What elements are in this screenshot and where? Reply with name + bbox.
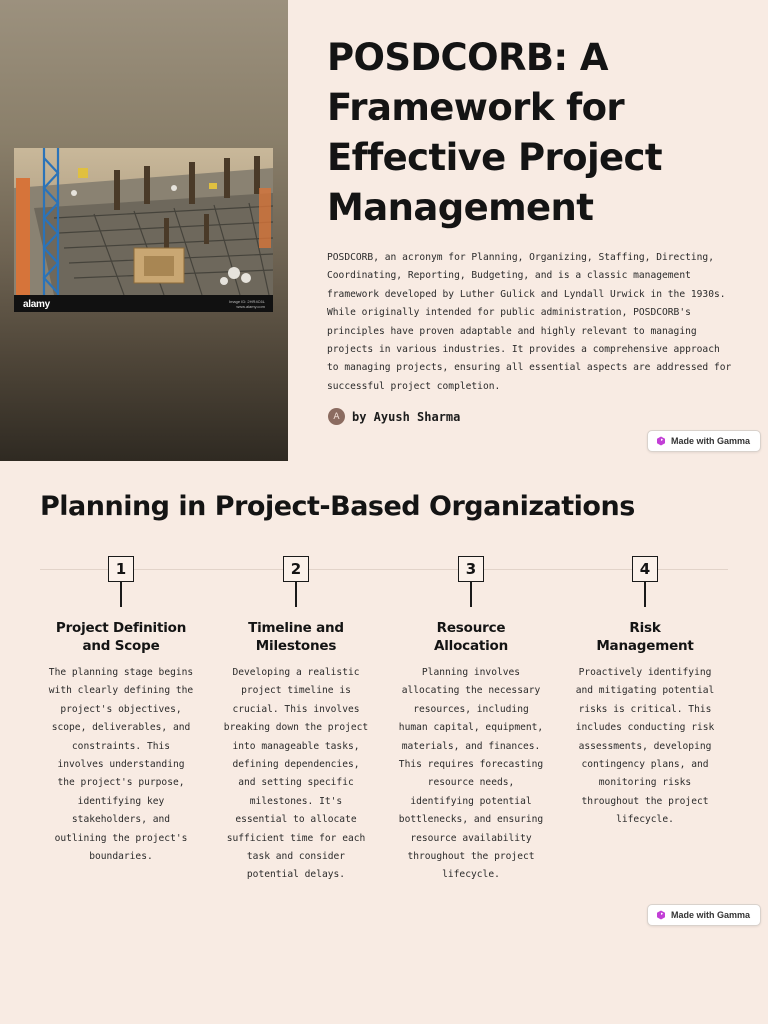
watermark-bar [14,295,273,312]
step-description: Proactively identifying and mitigating potential risks is critical. This includes conducting risk assessments, developing contingency plans, and monitoring risks throughout the project lifecycle. [575,667,715,826]
avatar: A [328,408,345,425]
step-number-box: 4 [632,556,658,582]
step-number-box: 3 [458,556,484,582]
section-title: Planning in Project-Based Organizations [40,491,635,522]
timeline-step-4 [558,556,732,830]
gamma-logo-icon [656,910,666,920]
step-title-line1: Project Definition [55,620,187,636]
step-title-line1: Timeline and [248,620,344,636]
step-connector [644,582,646,607]
planning-slide [0,461,768,1024]
step-connector [470,582,472,607]
step-title-line2: Management [596,638,694,654]
timeline-step-2 [209,556,383,885]
made-with-gamma-button[interactable] [647,430,761,452]
author-name: by Ayush Sharma [352,409,461,424]
step-connector [295,582,297,607]
step-description: Planning involves allocating the necessary resources, including human capital, equipment, materials, and finances. This requires forecasting resource needs, identifying potential bottlenecks, and ensuring resource availability throughout the project lifecycle. [398,667,544,881]
alamy-logo: alamy [23,299,50,310]
made-with-gamma-button[interactable] [647,904,761,926]
image-site: www.alamy.com [236,304,265,309]
step-title-line2: Milestones [255,638,337,654]
step-number-box: 2 [283,556,309,582]
image-id: Image ID: 2HR4C6L [228,299,265,304]
gamma-badge-label: Made with Gamma [671,910,751,920]
author-byline [328,408,460,425]
hero-image-panel [0,0,288,461]
step-description: Developing a realistic project timeline is crucial. This involves breaking down the project into manageable tasks, defining dependencies, and setting specific milestones. It's essential to allocate sufficient time for each task and consider potential delays. [223,667,369,881]
construction-site-photo [14,148,273,312]
step-title [558,619,732,655]
image-meta [229,299,265,309]
step-title-line2: and Scope [82,638,160,654]
step-title-line1: Resource [436,620,506,636]
step-title [209,619,383,655]
step-connector [120,582,122,607]
step-title [384,619,558,655]
gamma-logo-icon [656,436,666,446]
step-description: The planning stage begins with clearly defining the project's objectives, scope, deliverables, and constraints. This involves understanding the project's purpose, identifying key stakeholders, and outlining the project's boundaries. [48,667,194,863]
title-slide [0,0,768,461]
timeline-step-1 [34,556,208,866]
page-title: POSDCORB: A Framework for Effective Project Management [327,36,662,229]
step-number-box: 1 [108,556,134,582]
gamma-badge-label: Made with Gamma [671,436,751,446]
step-title-line2: Allocation [433,638,509,654]
timeline-step-3 [384,556,558,885]
construction-site-illustration [14,148,273,312]
step-title [34,619,208,655]
intro-paragraph: POSDCORB, an acronym for Planning, Organizing, Staffing, Directing, Coordinating, Reporting, Budgeting, and is a classic management framework developed by Luther Gulick and Lyndall Urwick in the 1930s. While originally intended for public administration, POSDCORB's principles have proven adaptable and highly relevant to managing projects in various industries. It provides a comprehensive approach to managing projects, ensuring all essential aspects are addressed for successful project completion. [327,252,732,392]
step-title-line1: Risk [629,620,661,636]
